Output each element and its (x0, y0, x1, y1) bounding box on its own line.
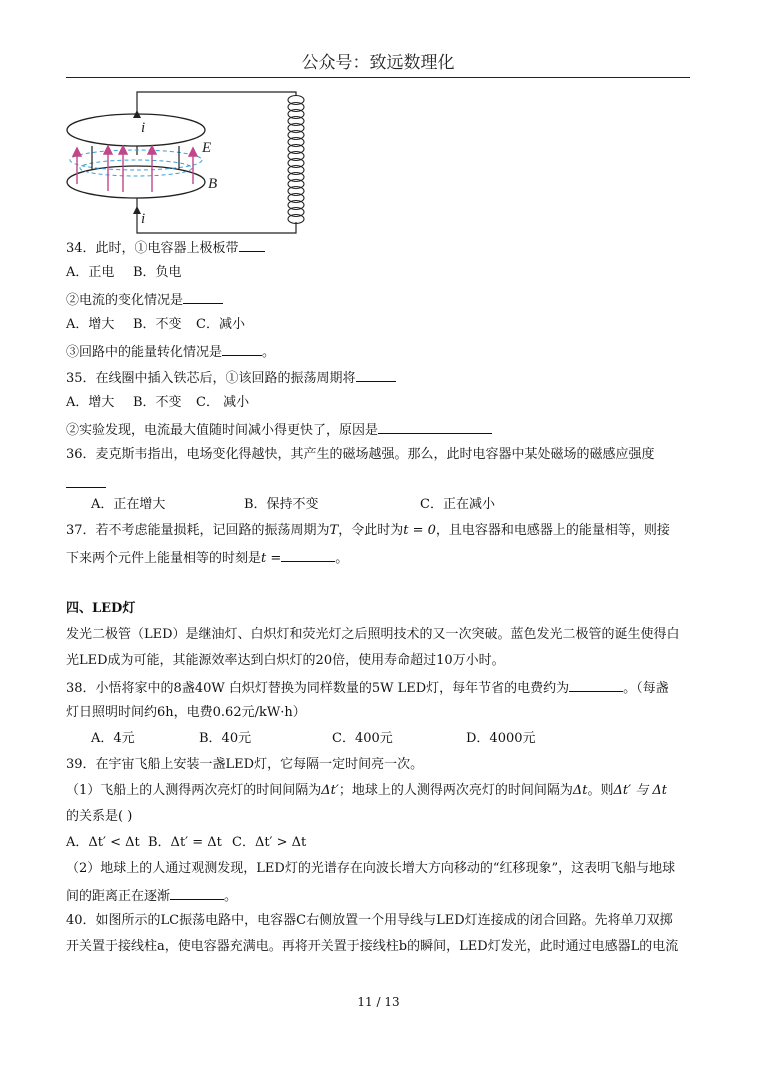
q40-line2: 开关置于接线柱a，使电容器充满电。再将开关置于接线柱b的瞬间，LED灯发光，此时通过电感器L的电流 (66, 939, 679, 954)
q39-option-c: C．Δt′ > Δt (232, 835, 307, 850)
q36-option-b: B．保持不变 (244, 497, 319, 512)
q34-sub2-option-c: C．减小 (196, 317, 245, 332)
q35-option-c: C． 减小 (196, 395, 250, 410)
q39-part2-line2: 间的距离正在逐渐 。 (66, 886, 237, 906)
page-header (66, 50, 690, 78)
q38-option-a: A．4元 (91, 731, 135, 746)
section-title: 四、LED灯 (66, 601, 136, 616)
capacitor-top-plate (67, 114, 205, 146)
q38-line1: 38．小悟将家中的8盏40W 白炽灯替换为同样数量的5W LED灯，每年节省的电费约为 。（每盏 (66, 678, 669, 698)
q34-option-a: A．正电 (66, 265, 115, 280)
q39-part1-line1: （1）飞船上的人测得两次亮灯的时间间隔为Δt′；地球上的人测得两次亮灯的时间间隔为Δt。则Δt′ 与 Δt (66, 783, 667, 798)
q38-option-d: D．4000元 (466, 731, 536, 746)
label-current-bottom: i (141, 211, 146, 227)
q39-option-b: B．Δt′ = Δt (148, 835, 222, 850)
q34-stem: 34．此时，①电容器上极板带 (66, 238, 265, 258)
q39-stem: 39．在宇宙飞船上安装一盏LED灯，它每隔一定时间亮一次。 (66, 757, 424, 772)
q34-sub2-option-b: B．不变 (133, 317, 182, 332)
q35-option-b: B．不变 (133, 395, 182, 410)
page-number: 11 / 13 (357, 995, 400, 1009)
circuit-wire-bottom (137, 198, 296, 233)
capacitor-bottom-plate (67, 166, 205, 198)
q39-option-a: A．Δt′ < Δt (66, 835, 140, 850)
q38-line2: 灯日照明时间约6h，电费0.62元/kW·h） (66, 705, 306, 720)
q36-stem: 36．麦克斯韦指出，电场变化得越快，其产生的磁场越强。那么，此时电容器中某处磁场的磁感应强度 (66, 447, 655, 462)
q37-line1: 37．若不考虑能量损耗，记回路的振荡周期为T，令此时为t = 0，且电容器和电感器上的能量相等，则接 (66, 523, 670, 538)
q40-line1: 40．如图所示的LC振荡电路中，电容器C右侧放置一个用导线与LED灯连接成的闭合回路。先将单刀双掷 (66, 913, 673, 928)
section-intro-line2: 光LED成为可能，其能源效率达到白炽灯的20倍，使用寿命超过10万小时。 (66, 653, 505, 668)
current-arrow-bottom (133, 206, 141, 214)
q35-option-a: A．增大 (66, 395, 115, 410)
label-current-top: i (141, 120, 146, 136)
q38-option-b: B．40元 (199, 731, 252, 746)
q35-stem: 35．在线圈中插入铁芯后，①该回路的振荡周期将 (66, 368, 396, 388)
lc-circuit-figure (60, 88, 320, 238)
q35-sub2: ②实验发现，电流最大值随时间减小得更快了，原因是 (66, 420, 492, 440)
q34-option-b: B．负电 (133, 265, 182, 280)
section-intro-line1: 发光二极管（LED）是继油灯、白炽灯和荧光灯之后照明技术的又一次突破。蓝色发光二极管的诞生使得白 (66, 627, 680, 642)
q36-answer-blank (66, 474, 106, 494)
q34-sub2-option-a: A．增大 (66, 317, 115, 332)
header-title: 公众号：致远数理化 (301, 53, 455, 73)
inductor-coil (288, 96, 304, 224)
q37-line2: 下来两个元件上能量相等的时刻是t = 。 (66, 548, 348, 568)
q38-option-c: C．400元 (332, 731, 393, 746)
q34-sub2: ②电流的变化情况是 (66, 290, 223, 310)
label-magnetic-field: B (208, 176, 218, 192)
q36-option-c: C．正在减小 (420, 497, 495, 512)
q34-sub3: ③回路中的能量转化情况是 。 (66, 342, 275, 362)
q39-part2-line1: （2）地球上的人通过观测发现，LED灯的光谱存在向波长增大方向移动的“红移现象”，这表明飞船与地球 (66, 861, 676, 876)
q36-option-a: A．正在增大 (91, 497, 166, 512)
q39-part1-line2: 的关系是( ) (66, 809, 133, 824)
label-electric-field: E (202, 140, 212, 156)
